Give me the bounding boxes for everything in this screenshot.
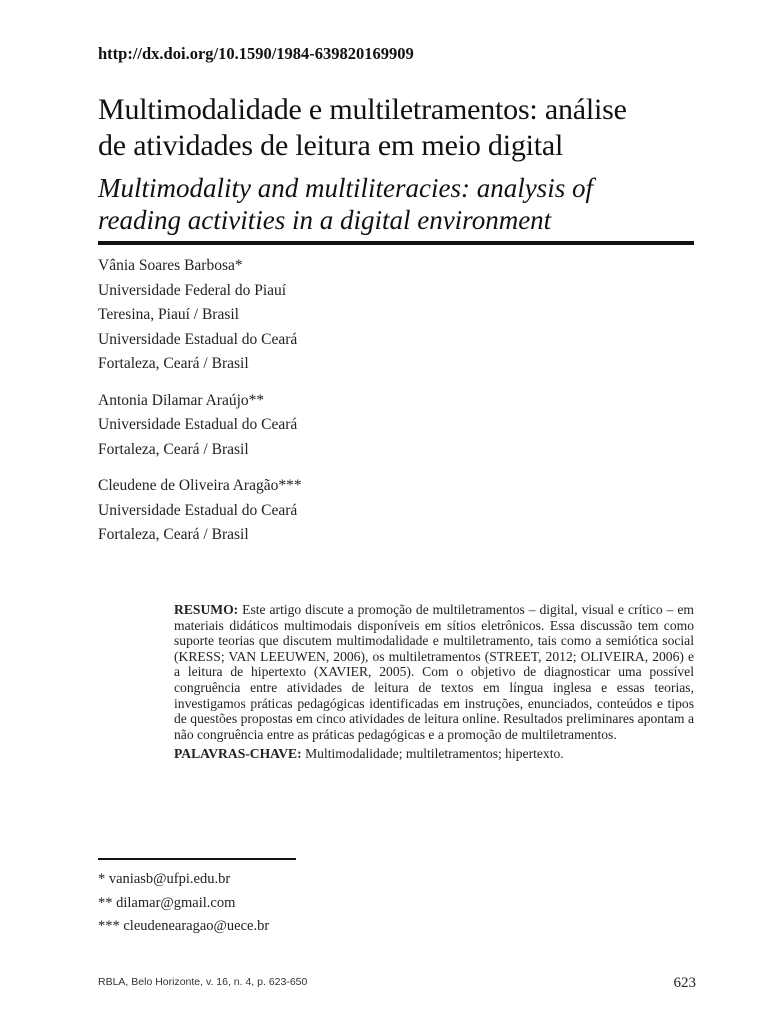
abstract-paragraph: [174, 602, 694, 742]
keywords-label: PALAVRAS-CHAVE:: [174, 746, 302, 762]
author-location: Fortaleza, Ceará / Brasil: [98, 355, 249, 372]
footnote-email[interactable]: ** dilamar@gmail.com: [98, 894, 236, 911]
author-name: Cleudene de Oliveira Aragão***: [98, 477, 302, 494]
author-affiliation: Universidade Estadual do Ceará: [98, 501, 298, 519]
author-location: Fortaleza, Ceará / Brasil: [98, 440, 249, 458]
title-portuguese: [98, 92, 698, 164]
author-location: Teresina, Piauí / Brasil: [98, 306, 239, 323]
title-en-line: Multimodality and multiliteracies: analysis of: [98, 173, 593, 203]
page-number: 623: [673, 975, 696, 991]
keywords-text: Multimodalidade; multiletramentos; hipertexto.: [305, 746, 564, 762]
abstract-section: [174, 602, 694, 762]
author-name: Vânia Soares Barbosa*: [98, 257, 243, 274]
title-pt-line: Multimodalidade e multiletramentos: análise: [98, 93, 627, 126]
journal-citation: RBLA, Belo Horizonte, v. 16, n. 4, p. 623-650: [98, 976, 308, 988]
title-pt-line: de atividades de leitura em meio digital: [98, 129, 564, 162]
authors-section: [98, 254, 518, 560]
abstract-text: Este artigo discute a promoção de multiletramentos – digital, visual e crítico – em materiais didáticos multimodais disponíveis em sítios eletrônicos. Essa discussão tem como suporte teorias que discutem multimodalidade e multiletramento, tais como a semiótica social (KRESS; VAN LEEUWEN, 2006), os multiletramentos (STREET, 2012; OLIVEIRA, 2006) e a leitura de hipertexto (XAVIER, 2005). Com o objetivo de diagnosticar uma possível congruência entre atividades de leitura de textos em língua inglesa e essas teorias, investigamos práticas pedagógicas identificadas em instruções, enunciados, conteúdos e tipos de questões propostas em cinco atividades de leitura online. Resultados preliminares apontam a não congruência entre as práticas pedagógicas e a promoção de multiletramentos.: [174, 602, 694, 742]
author-block-1: [98, 254, 518, 377]
abstract-label: RESUMO:: [174, 602, 239, 617]
footnote-divider: [98, 858, 296, 860]
footnote-email[interactable]: *** cleudenearagao@uece.br: [98, 918, 270, 934]
doi-link[interactable]: http://dx.doi.org/10.1590/1984-639820169909: [98, 44, 414, 63]
author-affiliation: Universidade Federal do Piauí: [98, 281, 287, 299]
footnotes-section: [98, 868, 269, 939]
keywords-paragraph: [174, 746, 694, 762]
author-block-2: [98, 389, 518, 463]
footnote-email[interactable]: * vaniasb@ufpi.edu.br: [98, 871, 231, 887]
author-name: Antonia Dilamar Araújo**: [98, 391, 265, 409]
author-affiliation: Universidade Estadual do Ceará: [98, 330, 298, 348]
title-english: [98, 172, 698, 236]
title-en-line: reading activities in a digital environment: [98, 205, 552, 235]
author-location: Fortaleza, Ceará / Brasil: [98, 526, 249, 543]
author-block-3: [98, 474, 518, 548]
title-divider: [98, 241, 694, 245]
author-affiliation: Universidade Estadual do Ceará: [98, 416, 298, 433]
